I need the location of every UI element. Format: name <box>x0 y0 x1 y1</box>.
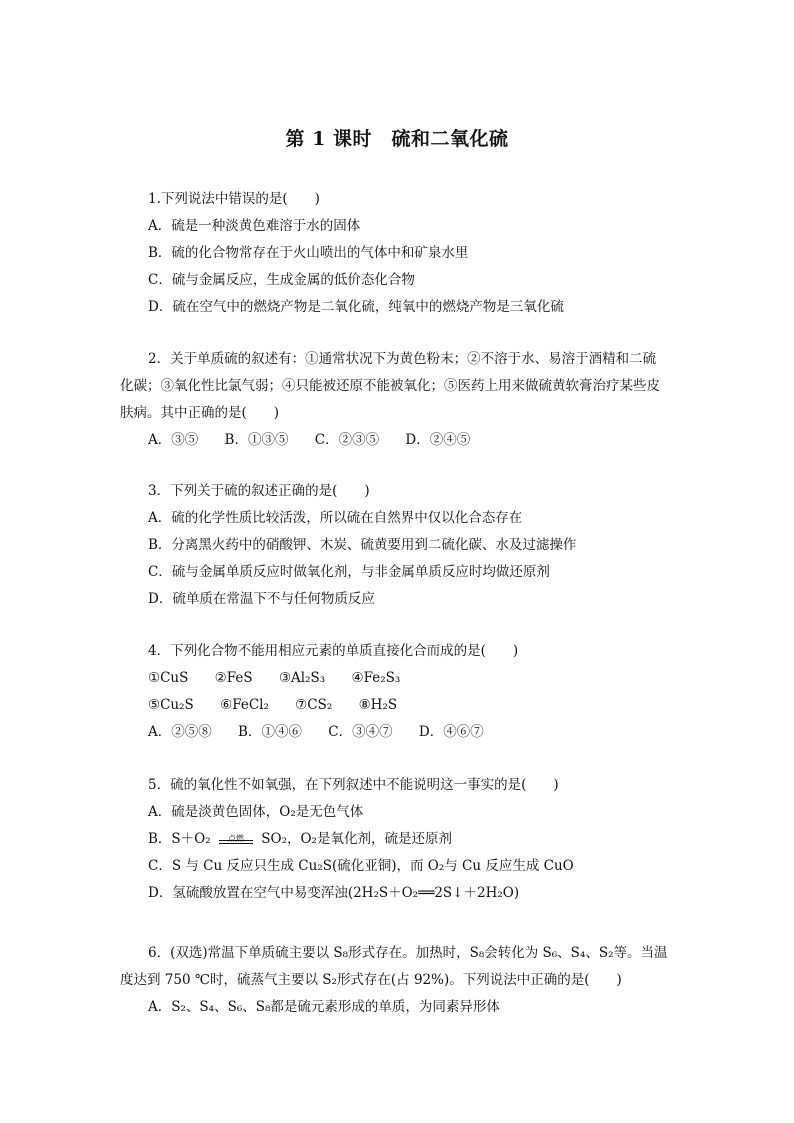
option-b: B．分离黑火药中的硝酸钾、木炭、硫黄要用到二硫化碳、水及过滤操作 <box>148 537 577 553</box>
option-b-left: B．S＋O₂ <box>148 831 211 847</box>
option-a: A．②⑤⑧ <box>148 724 212 740</box>
option-c: C．③④⑦ <box>328 724 393 740</box>
option-a: A．③⑤ <box>148 432 199 448</box>
compound: ④Fe₂S₃ <box>351 670 401 686</box>
question-6 <box>120 940 680 1021</box>
question-4 <box>120 638 680 746</box>
question-stem-line: 肤病。其中正确的是( ) <box>120 405 280 421</box>
question-3 <box>120 478 680 613</box>
question-stem: 1.下列说法中错误的是( ) <box>148 191 320 207</box>
question-stem-line: 2．关于单质硫的叙述有：①通常状况下为黄色粉末；②不溶于水、易溶于酒精和二硫 <box>148 351 657 367</box>
question-stem-line: 度达到 750 ℃时，硫蒸气主要以 S₂形式存在(占 92%)。下列说法中正确的是( ) <box>120 972 622 988</box>
compounds-row-2 <box>120 692 680 719</box>
compound: ⑤Cu₂S <box>148 697 194 713</box>
option-a: A．硫的化学性质比较活泼，所以硫在自然界中仅以化合态存在 <box>148 510 523 526</box>
option-a: A．硫是一种淡黄色难溶于水的固体 <box>148 218 361 234</box>
options-row <box>120 427 680 454</box>
option-c: C．S 与 Cu 反应只生成 Cu₂S(硫化亚铜)，而 O₂与 Cu 反应生成 CuO <box>148 858 574 874</box>
question-stem-line: 化碳；③氧化性比氯气弱；④只能被还原不能被氧化；⑤医药上用来做硫黄软膏治疗某些皮 <box>120 378 660 394</box>
option-d: D．硫在空气中的燃烧产物是二氧化硫，纯氧中的燃烧产物是三氧化硫 <box>148 299 564 315</box>
option-c: C．②③⑤ <box>314 432 380 448</box>
question-stem: 4．下列化合物不能用相应元素的单质直接化合而成的是( ) <box>148 643 519 659</box>
option-b-right: SO₂，O₂是氧化剂，硫是还原剂 <box>261 831 452 847</box>
question-2 <box>120 346 680 454</box>
options-row <box>120 719 680 746</box>
option-d: D．硫单质在常温下不与任何物质反应 <box>148 591 375 607</box>
option-a: A．S₂、S₄、S₆、S₈都是硫元素形成的单质，为同素异形体 <box>148 999 500 1015</box>
option-d: D．氢硫酸放置在空气中易变浑浊(2H₂S＋O₂══2S↓＋2H₂O) <box>148 885 520 901</box>
compound: ⑦CS₂ <box>295 697 333 713</box>
question-stem: 3．下列关于硫的叙述正确的是( ) <box>148 483 370 499</box>
compound: ①CuS <box>148 670 189 686</box>
page-title: 第 1 课时 硫和二氧化硫 <box>285 128 509 150</box>
option-c: C．硫与金属反应，生成金属的低价态化合物 <box>148 272 415 288</box>
option-c: C．硫与金属单质反应时做氧化剂，与非金属单质反应时均做还原剂 <box>148 564 550 580</box>
question-1 <box>120 186 680 321</box>
option-b: B．硫的化合物常存在于火山喷出的气体中和矿泉水里 <box>148 245 469 261</box>
compound: ③Al₂S₃ <box>278 670 326 686</box>
option-b <box>120 826 680 853</box>
reaction-condition-arrow <box>219 833 253 847</box>
question-5 <box>120 772 680 907</box>
compound: ②FeS <box>214 670 253 686</box>
option-d: D．④⑥⑦ <box>418 724 484 740</box>
question-stem: 5．硫的氧化性不如氧强，在下列叙述中不能说明这一事实的是( ) <box>148 777 559 793</box>
option-b: B．①③⑤ <box>224 432 289 448</box>
reaction-condition: 点燃 <box>227 833 244 843</box>
question-stem-line: 6．(双选)常温下单质硫主要以 S₈形式存在。加热时，S₈会转化为 S₆、S₄、S₂等。当温 <box>148 945 668 961</box>
compounds-row-1 <box>120 665 680 692</box>
compound: ⑥FeCl₂ <box>220 697 269 713</box>
compound: ⑧H₂S <box>358 697 398 713</box>
option-a: A．硫是淡黄色固体，O₂是无色气体 <box>148 804 364 820</box>
option-b: B．①④⑥ <box>238 724 302 740</box>
option-d: D．②④⑤ <box>405 432 471 448</box>
